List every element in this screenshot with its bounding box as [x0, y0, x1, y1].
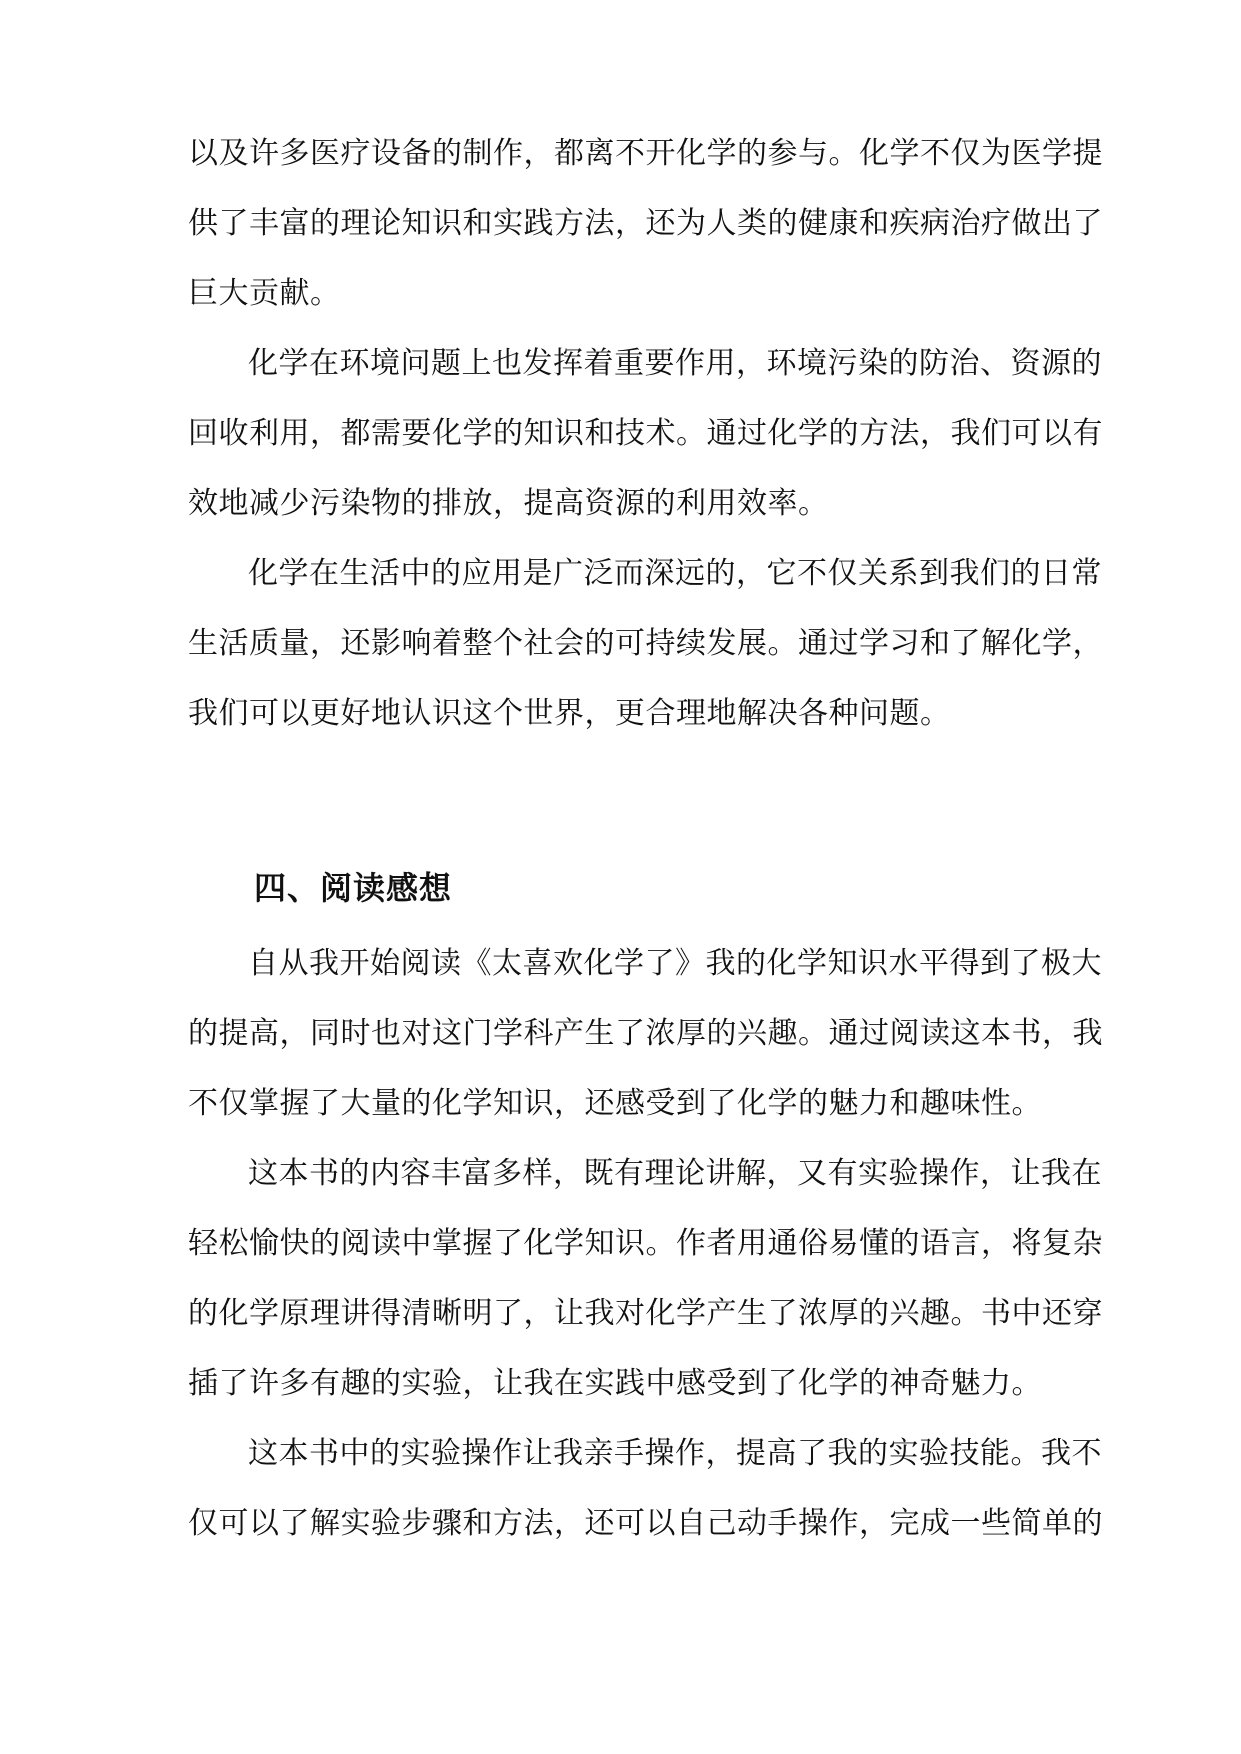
paragraph-4-line-1: 自从我开始阅读《太喜欢化学了》我的化学知识水平得到了极大 — [248, 946, 1102, 981]
paragraph-4-line-2: 的提高，同时也对这门学科产生了浓厚的兴趣。通过阅读这本书，我 — [188, 1016, 1103, 1051]
paragraph-3-line-1: 化学在生活中的应用是广泛而深远的，它不仅关系到我们的日常 — [248, 556, 1102, 591]
paragraph-2-line-3: 效地减少污染物的排放，提高资源的利用效率。 — [188, 486, 829, 521]
paragraph-5-line-2: 轻松愉快的阅读中掌握了化学知识。作者用通俗易懂的语言，将复杂 — [188, 1226, 1103, 1261]
paragraph-2-line-2: 回收利用，都需要化学的知识和技术。通过化学的方法，我们可以有 — [188, 416, 1103, 451]
paragraph-5-line-3: 的化学原理讲得清晰明了，让我对化学产生了浓厚的兴趣。书中还穿 — [188, 1296, 1103, 1331]
paragraph-1-line-3: 巨大贡献。 — [188, 276, 341, 311]
paragraph-1-line-1: 以及许多医疗设备的制作，都离不开化学的参与。化学不仅为医学提 — [188, 136, 1103, 171]
paragraph-1-line-2: 供了丰富的理论知识和实践方法，还为人类的健康和疾病治疗做出了 — [188, 206, 1103, 241]
section-heading: 四、阅读感想 — [254, 869, 453, 907]
paragraph-5-line-4: 插了许多有趣的实验，让我在实践中感受到了化学的神奇魅力。 — [188, 1366, 1042, 1401]
paragraph-2-line-1: 化学在环境问题上也发挥着重要作用，环境污染的防治、资源的 — [248, 346, 1102, 381]
paragraph-5-line-1: 这本书的内容丰富多样，既有理论讲解，又有实验操作，让我在 — [248, 1156, 1102, 1191]
paragraph-3-line-3: 我们可以更好地认识这个世界，更合理地解决各种问题。 — [188, 696, 951, 731]
paragraph-6-line-2: 仅可以了解实验步骤和方法，还可以自己动手操作，完成一些简单的 — [188, 1506, 1103, 1541]
paragraph-3-line-2: 生活质量，还影响着整个社会的可持续发展。通过学习和了解化学， — [188, 626, 1103, 661]
paragraph-6-line-1: 这本书中的实验操作让我亲手操作，提高了我的实验技能。我不 — [248, 1436, 1102, 1471]
paragraph-4-line-3: 不仅掌握了大量的化学知识，还感受到了化学的魅力和趣味性。 — [188, 1086, 1042, 1121]
